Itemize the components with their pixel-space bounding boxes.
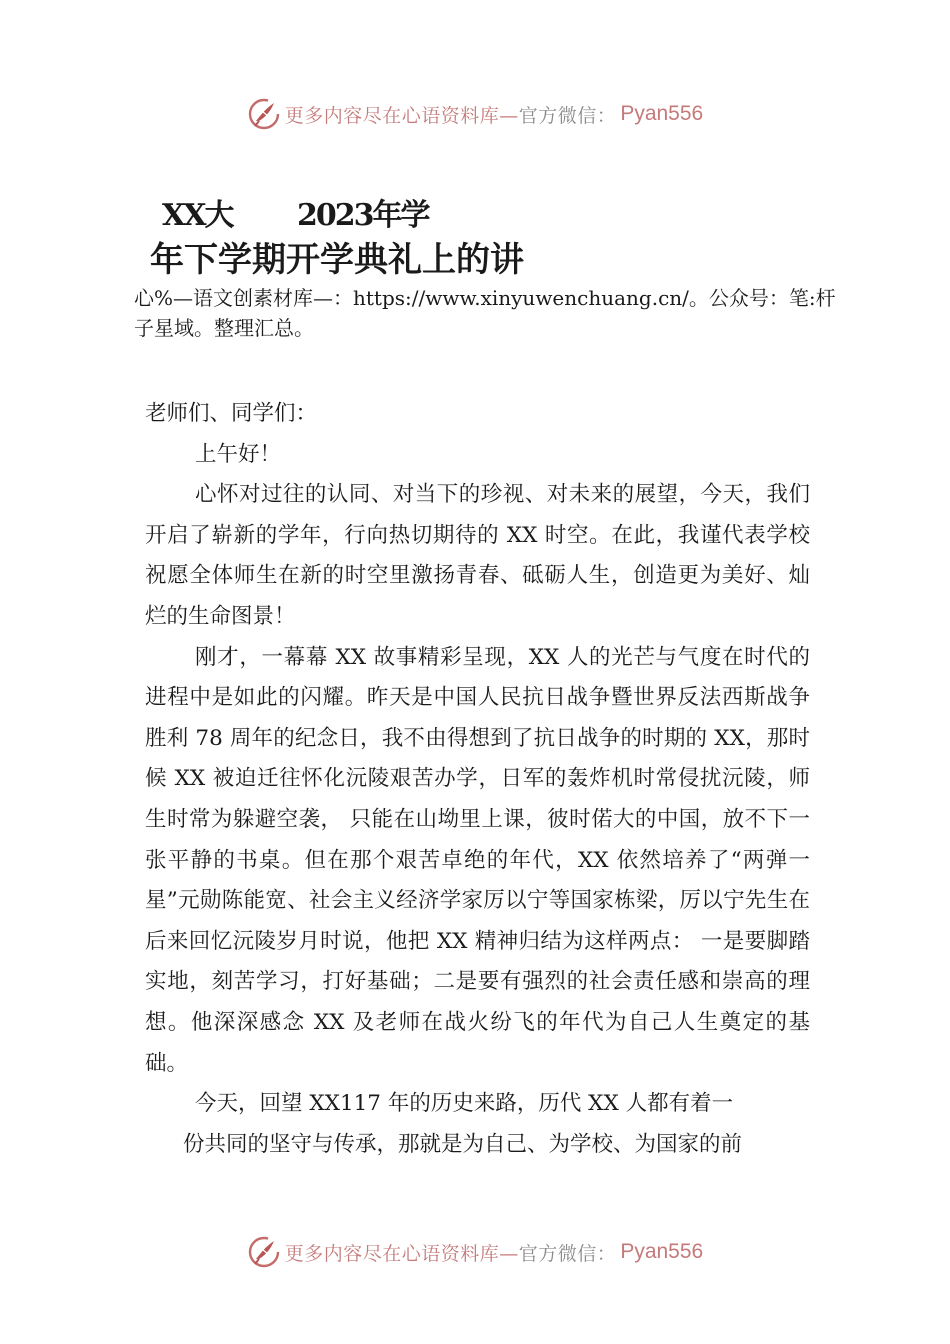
document-title-line2: 年下学期开学典礼上的讲 xyxy=(150,240,524,280)
paragraph-3-line-2: 份共同的坚守与传承，那就是为自己、为学校、为国家的前 xyxy=(183,1131,743,1157)
paragraph-3-line-1: 今天，回望 XX117 年的历史来路，历代 XX 人都有着一 xyxy=(195,1091,734,1117)
title-segment-b: 2023年学 xyxy=(297,198,429,233)
source-attribution: 心%—语文创素材库—：https://www.xinyuwenchuang.cn/。公众号：笔:杆子星域。整理汇总。 xyxy=(134,286,836,340)
wechat-label: 官方微信： xyxy=(518,1242,617,1265)
brand-text: 更多内容尽在心语资料库— xyxy=(284,104,519,127)
salutation: 老师们、同学们： xyxy=(145,401,318,426)
wechat-label: 官方微信： xyxy=(518,104,617,127)
paragraph-1: 心怀对过往的认同、对当下的珍视、对未来的展望，今天，我们开启了崭新的学年，行向热切期待的 XX 时空。在此，我谨代表学校祝愿全体师生在新的时空里激扬青春、砥砺人生，创造更为美好、灿烂的生命图景！ xyxy=(145,482,810,629)
greeting: 上午好！ xyxy=(195,441,282,467)
paragraph-2: 刚才，一幕幕 XX 故事精彩呈现，XX 人的光芒与气度在时代的进程中是如此的闪耀。昨天是中国人民抗日战争暨世界反法西斯战争胜利 78 周年的纪念日，我不由得想到了抗日战争的时期的 XX，那时候 XX 被迫迁往怀化沅陵艰苦办学，日军的轰炸机时常侵扰沅陵，师生时常为躲避空袭， 只能在山坳里上课，彼时偌大的中国，放不下一张平静的书桌。但在那个艰苦卓绝的年代，XX 依然培养了“两弹一星”元勋陈能宽、社会主义经济学家厉以宁等国家栋梁，厉以宁先生在后来回忆沅陵岁月时说，他把 XX 精神归结为这样两点： 一是要脚踏实地，刻苦学习，打好基础；二是要有强烈的社会责任感和崇高的理想。他深深感念 XX 及老师在战火纷飞的年代为自己人生奠定的基础。 xyxy=(145,644,810,1076)
wechat-id: Pyan556 xyxy=(620,102,704,125)
footer-banner xyxy=(0,1232,950,1272)
quill-logo-icon xyxy=(247,1235,281,1269)
title-segment-a: XX大 xyxy=(162,198,233,233)
brand-text: 更多内容尽在心语资料库— xyxy=(284,1242,519,1265)
header-banner xyxy=(0,94,950,134)
wechat-id: Pyan556 xyxy=(620,1240,704,1263)
speech-body xyxy=(145,394,810,1165)
quill-logo-icon xyxy=(247,97,281,131)
document-title-line1 xyxy=(162,190,429,234)
